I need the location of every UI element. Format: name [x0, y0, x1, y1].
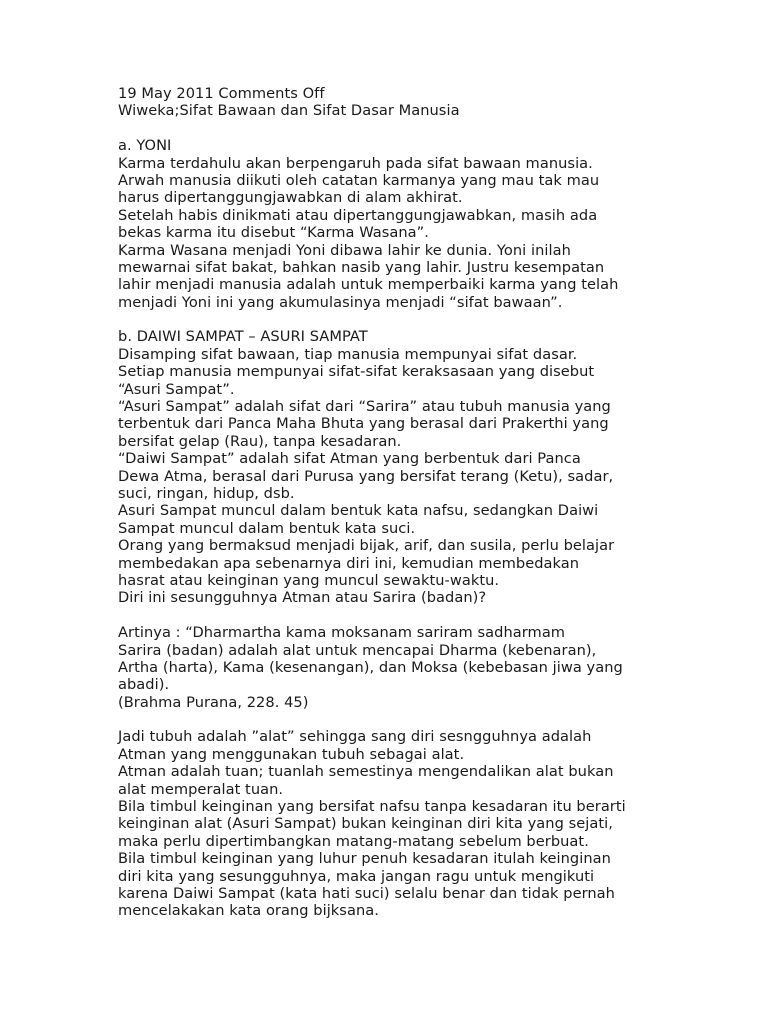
paragraph-gap [118, 311, 678, 328]
text-line: hasrat atau keinginan yang muncul sewaktu-waktu. [118, 571, 500, 589]
section-conclusion [118, 728, 678, 919]
text-line: “Asuri Sampat” adalah sifat dari “Sarira” atau tubuh manusia yang [118, 398, 611, 416]
section-daiwi-asuri [118, 328, 678, 606]
text-line: suci, ringan, hidup, dsb. [118, 484, 295, 502]
text-line: Setelah habis dinikmati atau dipertanggungjawabkan, masih ada [118, 206, 598, 224]
text-line: menjadi Yoni ini yang akumulasinya menjadi “sifat bawaan”. [118, 293, 563, 311]
text-line: mencelakakan kata orang bijksana. [118, 902, 379, 920]
text-line: membedakan apa sebenarnya diri ini, kemudian membedakan [118, 554, 580, 572]
text-line: Atman adalah tuan; tuanlah semestinya mengendalikan alat bukan [118, 763, 614, 781]
text-line: abadi). [118, 676, 170, 694]
text-line: Setiap manusia mempunyai sifat-sifat keraksasaan yang disebut [118, 363, 595, 381]
section-heading: a. YONI [118, 137, 172, 155]
text-line: bekas karma itu disebut “Karma Wasana”. [118, 224, 429, 242]
document-body [118, 85, 678, 920]
text-line: Arwah manusia diikuti oleh catatan karmanya yang mau tak mau [118, 171, 600, 189]
text-line: Orang yang bermaksud menjadi bijak, arif, dan susila, perlu belajar [118, 537, 615, 555]
text-line: keinginan alat (Asuri Sampat) bukan keinginan diri kita yang sejati, [118, 815, 613, 833]
text-line: Karma terdahulu akan berpengaruh pada sifat bawaan manusia. [118, 154, 593, 172]
text-line: bersifat gelap (Rau), tanpa kesadaran. [118, 432, 402, 450]
text-line: Asuri Sampat muncul dalam bentuk kata nafsu, sedangkan Daiwi [118, 502, 599, 520]
text-line: mewarnai sifat bakat, bahkan nasib yang lahir. Justru kesempatan [118, 258, 605, 276]
text-line: Bila timbul keinginan yang luhur penuh kesadaran itulah keinginan [118, 850, 611, 868]
text-line: maka perlu dipertimbangkan matang-matang sebelum berbuat. [118, 832, 589, 850]
text-line: alat memperalat tuan. [118, 780, 284, 798]
section-heading: b. DAIWI SAMPAT – ASURI SAMPAT [118, 328, 368, 346]
text-line: Atman yang menggunakan tubuh sebagai alat. [118, 745, 465, 763]
text-line: Diri ini sesungguhnya Atman atau Sarira (badan)? [118, 589, 487, 607]
text-line: Artinya : “Dharmartha kama moksanam sariram sadharmam [118, 624, 566, 642]
paragraph-gap [118, 607, 678, 624]
text-line: Sampat muncul dalam bentuk kata suci. [118, 519, 416, 537]
section-quote [118, 624, 678, 711]
text-line: Dewa Atma, berasal dari Purusa yang bersifat terang (Ketu), sadar, [118, 467, 614, 485]
text-line: Sarira (badan) adalah alat untuk mencapai Dharma (kebenaran), [118, 641, 597, 659]
citation-line: (Brahma Purana, 228. 45) [118, 693, 309, 711]
text-line: “Daiwi Sampat” adalah sifat Atman yang berbentuk dari Panca [118, 450, 581, 468]
text-line: Bila timbul keinginan yang bersifat nafsu tanpa kesadaran itu berarti [118, 798, 626, 816]
paragraph-gap [118, 120, 678, 137]
text-line: diri kita yang sesungguhnya, maka jangan ragu untuk mengikuti [118, 867, 595, 885]
text-line: Disamping sifat bawaan, tiap manusia mempunyai sifat dasar. [118, 345, 578, 363]
text-line: harus dipertanggungjawabkan di alam akhirat. [118, 189, 463, 207]
text-line: “Asuri Sampat”. [118, 380, 235, 398]
section-yoni [118, 137, 678, 311]
text-line: Karma Wasana menjadi Yoni dibawa lahir ke dunia. Yoni inilah [118, 241, 571, 259]
text-line: karena Daiwi Sampat (kata hati suci) selalu benar dan tidak pernah [118, 884, 615, 902]
text-line: terbentuk dari Panca Maha Bhuta yang berasal dari Prakerthi yang [118, 415, 609, 433]
paragraph-gap [118, 711, 678, 728]
date-line: 19 May 2011 Comments Off [118, 85, 325, 102]
text-line: lahir menjadi manusia adalah untuk memperbaiki karma yang telah [118, 276, 619, 294]
text-line: Artha (harta), Kama (kesenangan), dan Moksa (kebebasan jiwa yang [118, 658, 623, 676]
text-line: Jadi tubuh adalah ”alat” sehingga sang diri sesngguhnya adalah [118, 728, 592, 746]
document-title: Wiweka;Sifat Bawaan dan Sifat Dasar Manusia [118, 102, 460, 120]
